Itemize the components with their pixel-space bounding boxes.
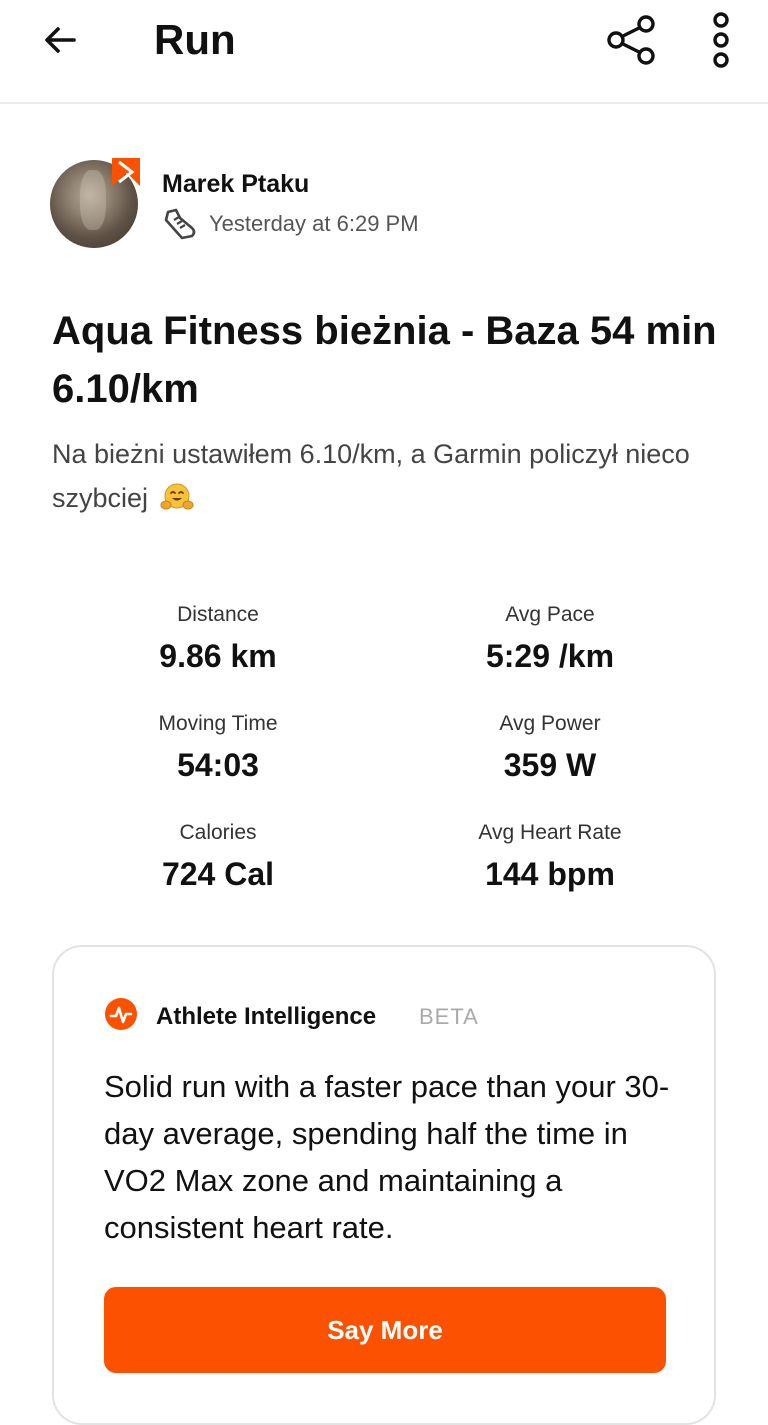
activity-title: Aqua Fitness bieżnia - Baza 54 min 6.10/km <box>52 309 717 411</box>
stat-label: Calories <box>179 821 257 844</box>
stat-avg-heart-rate <box>400 820 700 894</box>
running-shoe-icon <box>162 206 198 242</box>
more-vertical-icon <box>709 12 733 68</box>
stat-label: Avg Power <box>499 712 601 735</box>
ai-card-title: Athlete Intelligence <box>156 1003 377 1030</box>
athlete-intelligence-card <box>52 945 716 1425</box>
page-title: Run <box>154 16 236 63</box>
athlete-intelligence-icon <box>104 997 138 1031</box>
stat-moving-time <box>68 711 368 785</box>
activity-description <box>52 432 742 520</box>
beta-badge: BETA <box>419 1004 479 1029</box>
subscriber-badge-icon <box>108 156 142 190</box>
top-bar <box>0 0 768 104</box>
stat-calories <box>68 820 368 894</box>
stat-distance <box>68 602 368 676</box>
stat-avg-power <box>400 711 700 785</box>
share-icon <box>604 14 660 66</box>
stat-label: Distance <box>177 603 259 626</box>
stat-value: 5:29 /km <box>485 638 615 674</box>
stat-label: Avg Heart Rate <box>478 821 622 844</box>
hugging-face-emoji <box>160 482 194 512</box>
stat-avg-pace <box>400 602 700 676</box>
stat-value: 144 bpm <box>485 856 615 892</box>
back-button[interactable] <box>36 16 84 64</box>
stat-value: 359 W <box>503 747 597 783</box>
activity-timestamp: Yesterday at 6:29 PM <box>209 211 419 236</box>
stat-label: Moving Time <box>158 712 278 735</box>
more-options-button[interactable] <box>698 8 744 72</box>
say-more-button[interactable]: Say More <box>104 1287 666 1373</box>
stat-value: 54:03 <box>177 747 259 783</box>
author-name[interactable]: Marek Ptaku <box>162 170 310 198</box>
author-avatar-button[interactable] <box>50 158 142 250</box>
stat-label: Avg Pace <box>505 603 595 626</box>
stat-value: 9.86 km <box>159 638 277 674</box>
share-button[interactable] <box>600 10 664 70</box>
arrow-left-icon <box>40 20 80 60</box>
activity-description-text: Na bieżni ustawiłem 6.10/km, a Garmin policzył nieco szybciej <box>52 439 690 513</box>
stat-value: 724 Cal <box>161 856 275 892</box>
ai-summary-text: Solid run with a faster pace than your 30-day average, spending half the time in VO2 Max zone and maintaining a consistent heart rate. <box>104 1069 670 1245</box>
